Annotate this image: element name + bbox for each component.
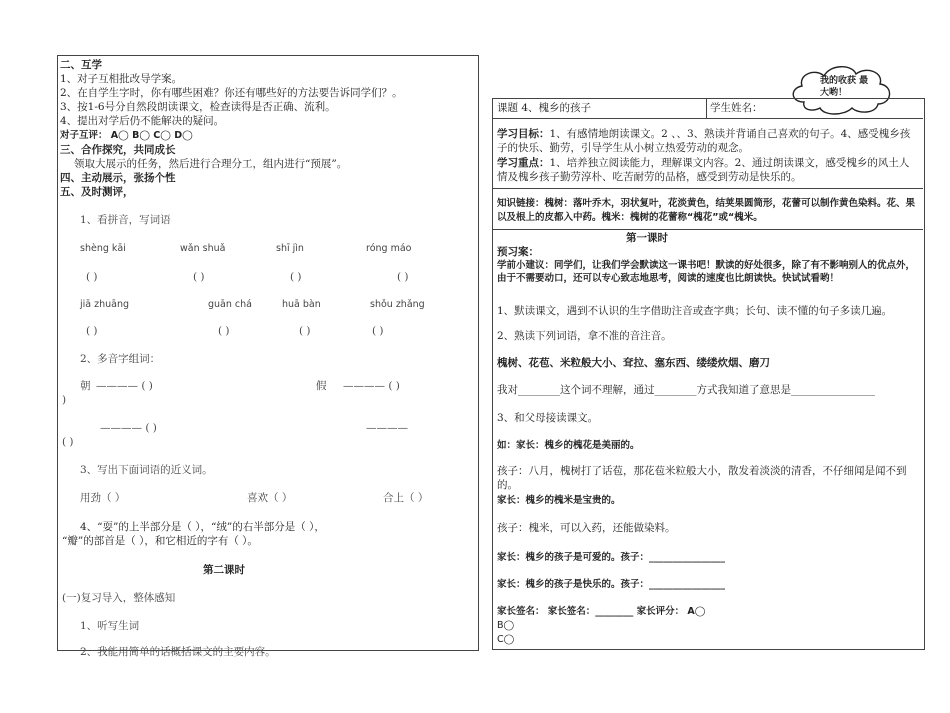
student-name: 学生姓名： <box>710 102 763 114</box>
poly-line: ———— ( ) <box>343 380 400 392</box>
pinyin: huā bàn <box>282 299 321 310</box>
pinyin: wǎn shuǎ <box>180 243 226 254</box>
pinyin: jiā zhuāng <box>80 299 130 310</box>
step2: 2、熟读下列词语，拿不准的音注音。 <box>497 330 672 342</box>
dash-line: ———— <box>366 422 408 434</box>
grade-b: B◯ <box>497 620 515 631</box>
parent-signature: 家长签名： 家长签名：________ 家长评分： A◯ <box>497 606 706 617</box>
answer-paren: ( ) <box>218 325 230 337</box>
child-answer: 孩子：八月，槐树打了话苞，那花苞米粒般大小，散发着淡淡的清香，不仔细闻是闻不到的。 <box>497 465 907 491</box>
vocab-list: 槐树、花苞、米粒般大小、耷拉、塞东西、缕缕炊烟、磨刀 <box>497 357 770 369</box>
summary: 2、我能用简单的话概括课文的主要内容。 <box>80 646 276 658</box>
paren-close: ) <box>62 394 67 406</box>
knowledge-link <box>497 197 919 225</box>
link-text: 槐树：落叶乔木，羽状复叶，花淡黄色，结荚果圆筒形，花蕾可以制作黄色染料。花、果以及根上的皮都入中药。槐米：槐树的花蕾称“槐花”或“槐米。 <box>497 198 916 223</box>
answer-paren: ( ) <box>299 325 311 337</box>
poly-line: ———— ( ) <box>100 422 157 434</box>
topic: 课题 4、槐乡的孩子 <box>497 102 592 114</box>
learning-goal <box>497 127 919 155</box>
divider <box>706 98 707 118</box>
answer-paren: ( ) <box>397 271 409 283</box>
preview-label: 预习案： <box>497 246 539 258</box>
pinyin: shǒu zhǎng <box>370 299 425 310</box>
sec2-item: 2、在自学生字时，你有哪些困难？你还有哪些好的方法要告诉同学们？。 <box>60 87 403 99</box>
pinyin: róng máo <box>366 243 412 254</box>
poly-line: ———— ( ) <box>96 380 153 392</box>
sec2-item: 4、提出对学后仍不能解决的疑问。 <box>60 115 225 127</box>
study-tip: 学前小建议：同学们，让我们学会默读这一课书吧！默读的好处很多，除了有不影响别人的优点外，由于不需要动口，还可以专心致志地思考，阅读的速度也比朗读快。快试试看哟！ <box>497 260 916 284</box>
paren-blank: ( ) <box>62 436 74 448</box>
sec3-text: 领取大展示的任务，然后进行合理分工，组内进行“预展”。 <box>74 158 348 170</box>
review: (一)复习导入，整体感知 <box>62 592 176 604</box>
sec2-item: 3、按1-6号分自然段朗读课文，检查读得是否正确、流利。 <box>60 101 336 113</box>
q3: 3、写出下面词语的近义词。 <box>80 464 213 476</box>
grade-c: C◯ <box>497 634 515 645</box>
learning-focus <box>497 156 919 184</box>
parent-line: 家长：槐乡的孩子是快乐的。孩子：________________ <box>497 579 726 590</box>
lesson1-title: 第一课时 <box>626 232 668 244</box>
answer-paren: ( ) <box>193 271 205 283</box>
step1: 1、默读课文，遇到不认识的生字借助注音或查字典；长句、读不懂的句子多读几遍。 <box>497 305 893 317</box>
answer-paren: ( ) <box>290 271 302 283</box>
q4: 4、“耍”的上半部分是（ ），“绒”的右半部分是（ ）， <box>80 521 325 533</box>
synonym: 喜欢（ ） <box>247 492 293 504</box>
pinyin: shèng kāi <box>80 243 126 254</box>
poly-char: 朝 <box>80 380 91 392</box>
child-answer: 孩子：槐米，可以入药，还能做染料。 <box>497 522 676 534</box>
focus-label: 学习重点： <box>497 157 550 169</box>
sec2-title: 二、互学 <box>60 59 102 71</box>
synonym: 用劲（ ） <box>80 492 126 504</box>
sec4-title: 四、主动展示，张扬个性 <box>60 172 176 184</box>
sec5-title: 五、及时测评， <box>60 186 134 198</box>
divider <box>492 118 923 119</box>
focus-text: 1、培养独立阅读能力，理解课文内容。2、通过朗读课文，感受槐乡的风土人情及槐乡孩子勤劳淳朴、吃苦耐劳的品格，感受到劳动是快乐的。 <box>497 157 910 183</box>
step3: 3、和父母接读课文。 <box>497 412 599 424</box>
synonym: 合上（ ） <box>383 492 429 504</box>
q2: 2、多音字组词： <box>80 353 161 365</box>
pinyin: shī jìn <box>276 243 304 254</box>
sec2-item: 1、对子互相批改导学案。 <box>60 73 183 85</box>
answer-paren: ( ) <box>372 325 384 337</box>
sec3-title: 三、合作探究，共同成长 <box>60 144 176 156</box>
cloud-text: 我的收获 最大哟！ <box>820 76 869 98</box>
parent-line: 家长：槐乡的孩子是可爱的。孩子：________________ <box>497 552 726 563</box>
divider <box>492 188 923 189</box>
goal-text: 1、有感情地朗读课文。2 、、3、熟读并背诵自己喜欢的句子。4、感受槐乡孩子的快乐、勤劳，引导学生从小树立热爱劳动的观念。 <box>497 128 911 154</box>
pair-eval: 对子互评： A◯ B◯ C◯ D◯ <box>60 130 193 141</box>
fill-blank: 我对________这个词不理解，通过________方式我知道了意思是________________ <box>497 384 875 396</box>
answer-paren: ( ) <box>86 271 98 283</box>
q4: “瓣”的部首是（ ），和它相近的字有（ ）。 <box>62 535 258 547</box>
link-label: 知识链接： <box>497 198 545 209</box>
example: 如：家长：槐乡的槐花是美丽的。 <box>497 440 640 451</box>
poly-char: 假 <box>316 380 327 392</box>
listen: 1、听写生词 <box>80 620 140 632</box>
goal-label: 学习目标： <box>497 128 550 140</box>
pinyin: guān chá <box>208 299 252 310</box>
lesson2-title: 第二课时 <box>203 564 245 576</box>
parent-line: 家长：槐乡的槐米是宝贵的。 <box>497 495 621 506</box>
answer-paren: ( ) <box>86 325 98 337</box>
q1: 1、看拼音，写词语 <box>80 214 171 226</box>
divider <box>492 229 923 230</box>
